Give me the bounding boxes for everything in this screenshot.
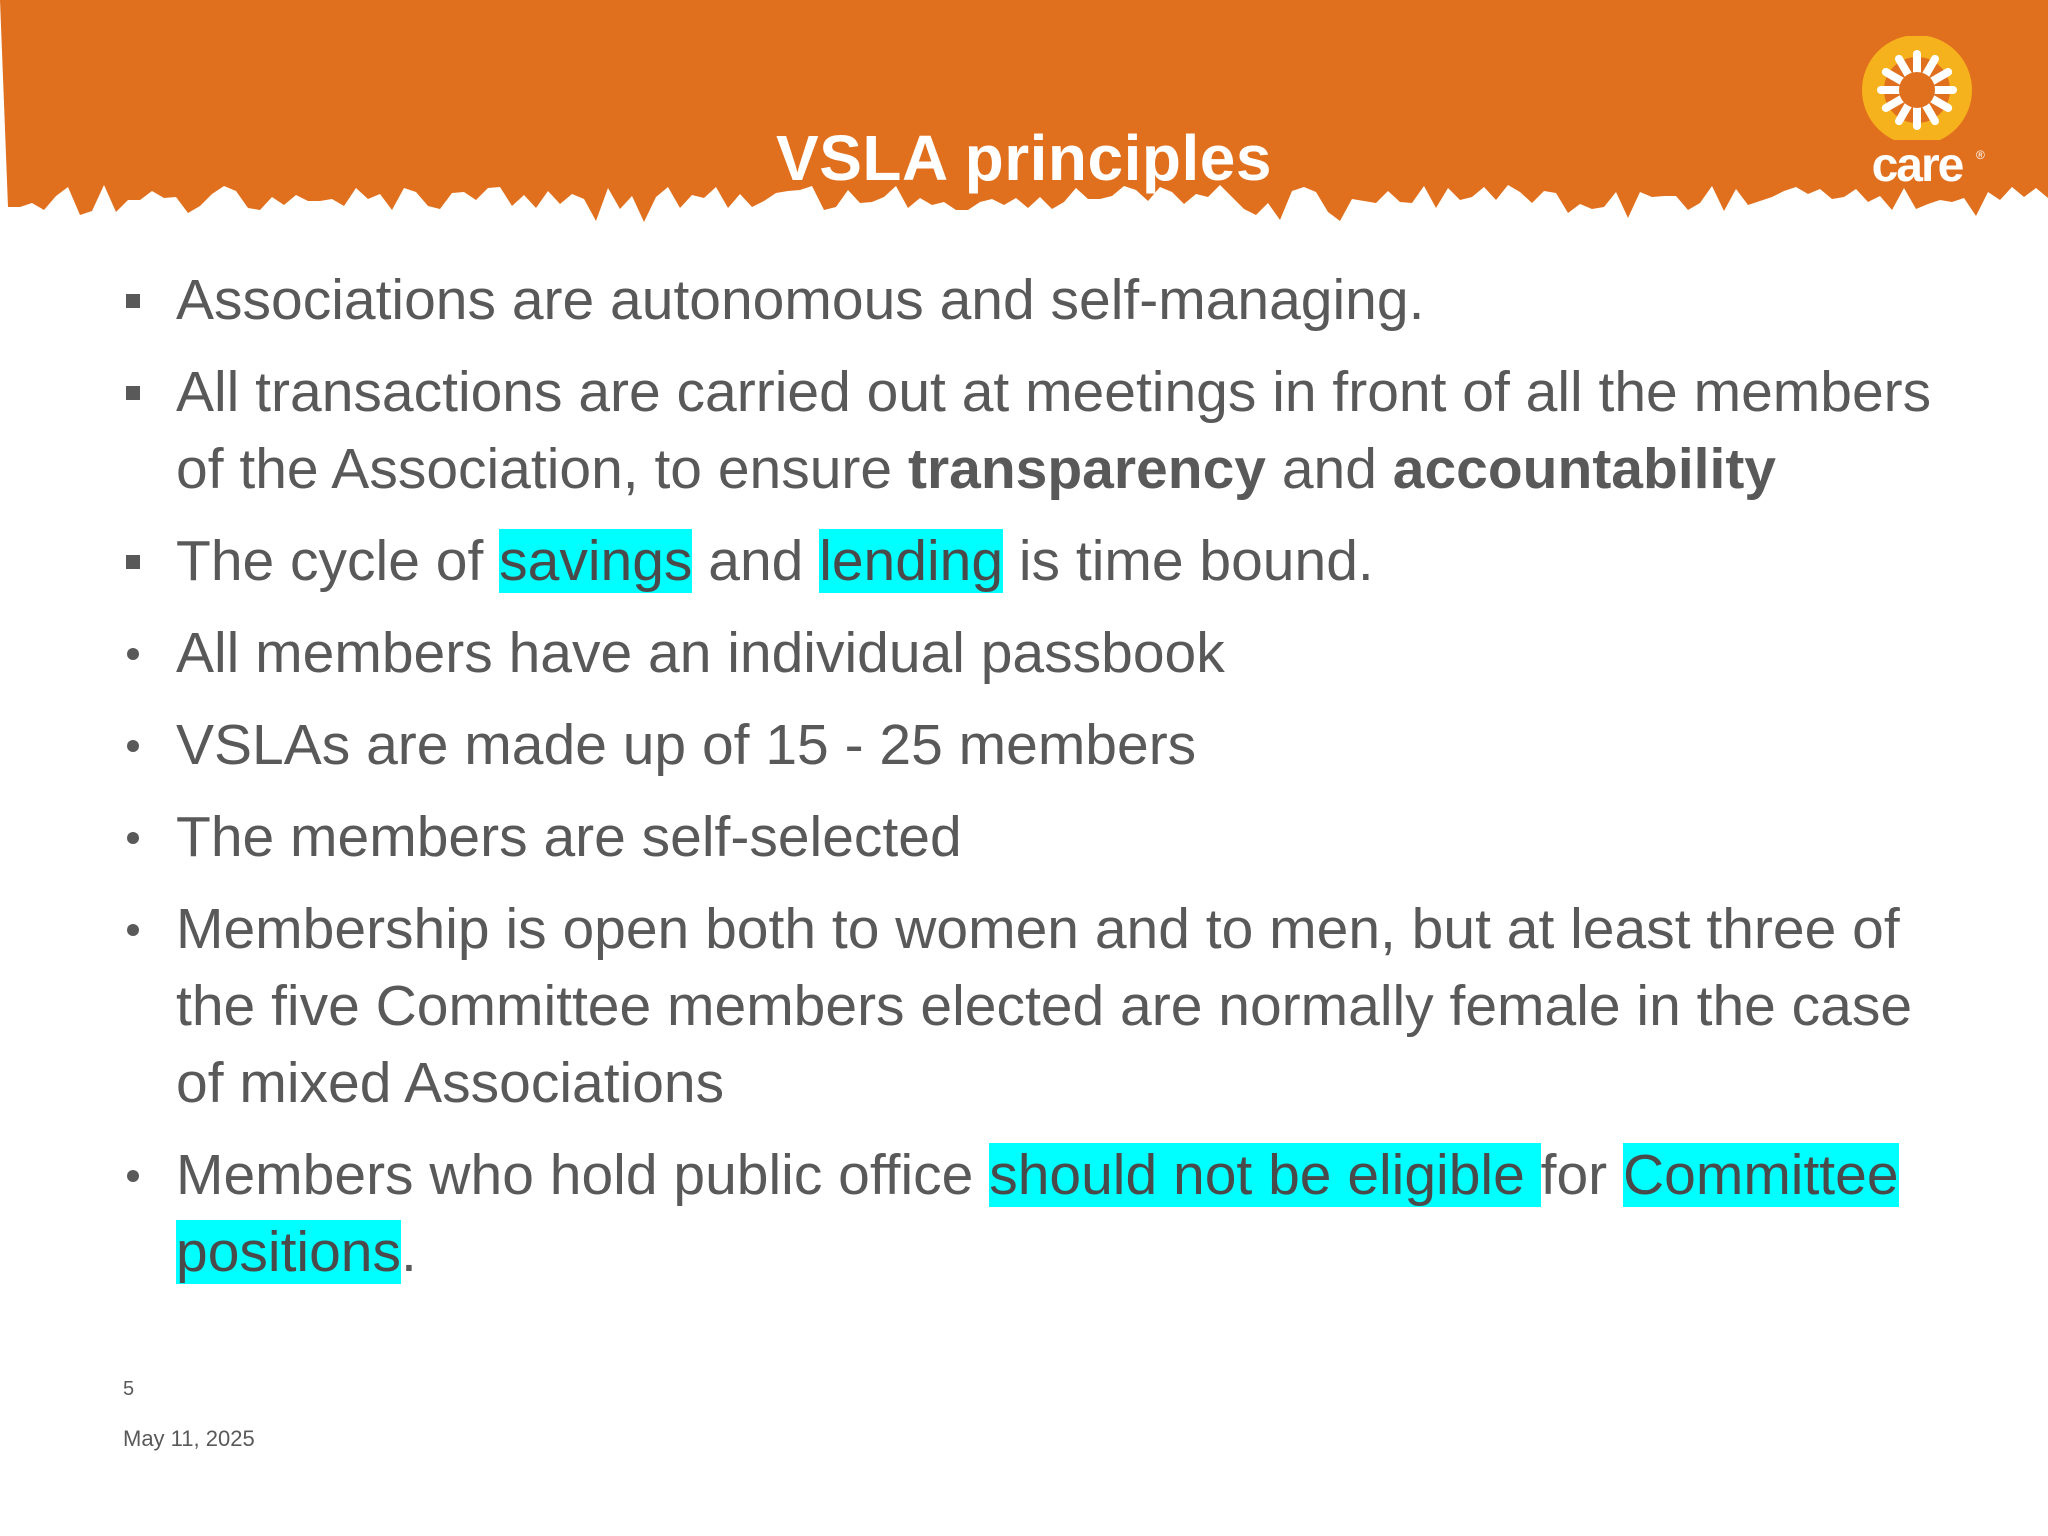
bullet-text: All transactions are carried out at meetings in front of all the members of the Association, to ensure xyxy=(176,360,1932,501)
highlighted-text: lending xyxy=(819,529,1004,593)
bullet-text: . xyxy=(400,1220,417,1284)
bullet-text: and xyxy=(1265,437,1393,501)
care-logo xyxy=(1858,36,1988,196)
bullet-item xyxy=(118,1137,1938,1291)
bullet-text: The members are self-selected xyxy=(176,805,962,869)
bullet-item xyxy=(118,354,1938,508)
highlighted-text: savings xyxy=(499,529,693,593)
bullet-item xyxy=(118,799,1938,876)
care-logo-text: care xyxy=(1871,139,1963,192)
bullet-text: All members have an individual passbook xyxy=(176,621,1225,685)
bullet-item xyxy=(118,707,1938,784)
highlighted-text: should not be eligible xyxy=(989,1143,1541,1207)
bullet-item xyxy=(118,615,1938,692)
highlighted-text: Committee positions xyxy=(176,1143,1899,1284)
bullet-item xyxy=(118,523,1938,600)
bullet-text: VSLAs are made up of 15 - 25 members xyxy=(176,713,1197,777)
bullet-item xyxy=(118,262,1938,339)
hands-circle-icon xyxy=(1858,36,1976,140)
bullet-text: and xyxy=(692,529,820,593)
bullet-text: Members who hold public office xyxy=(176,1143,990,1207)
bold-text: accountability xyxy=(1392,437,1777,501)
bullet-text: is time bound. xyxy=(1003,529,1374,593)
bold-text: transparency xyxy=(907,437,1266,501)
page-number: 5 xyxy=(123,1378,135,1400)
bullet-text: for xyxy=(1540,1143,1623,1207)
bullet-text: The cycle of xyxy=(176,529,500,593)
bullet-text: Associations are autonomous and self-managing. xyxy=(176,268,1425,332)
slide-title: VSLA principles xyxy=(776,122,1272,194)
slide-date: May 11, 2025 xyxy=(123,1426,255,1451)
bullet-text: Membership is open both to women and to men, but at least three of the five Committee members elected are normally female in the case of mixed Associations xyxy=(176,897,1913,1115)
bullet-list xyxy=(118,262,1938,1306)
registered-mark: ® xyxy=(1976,148,1985,162)
bullet-item xyxy=(118,891,1938,1122)
